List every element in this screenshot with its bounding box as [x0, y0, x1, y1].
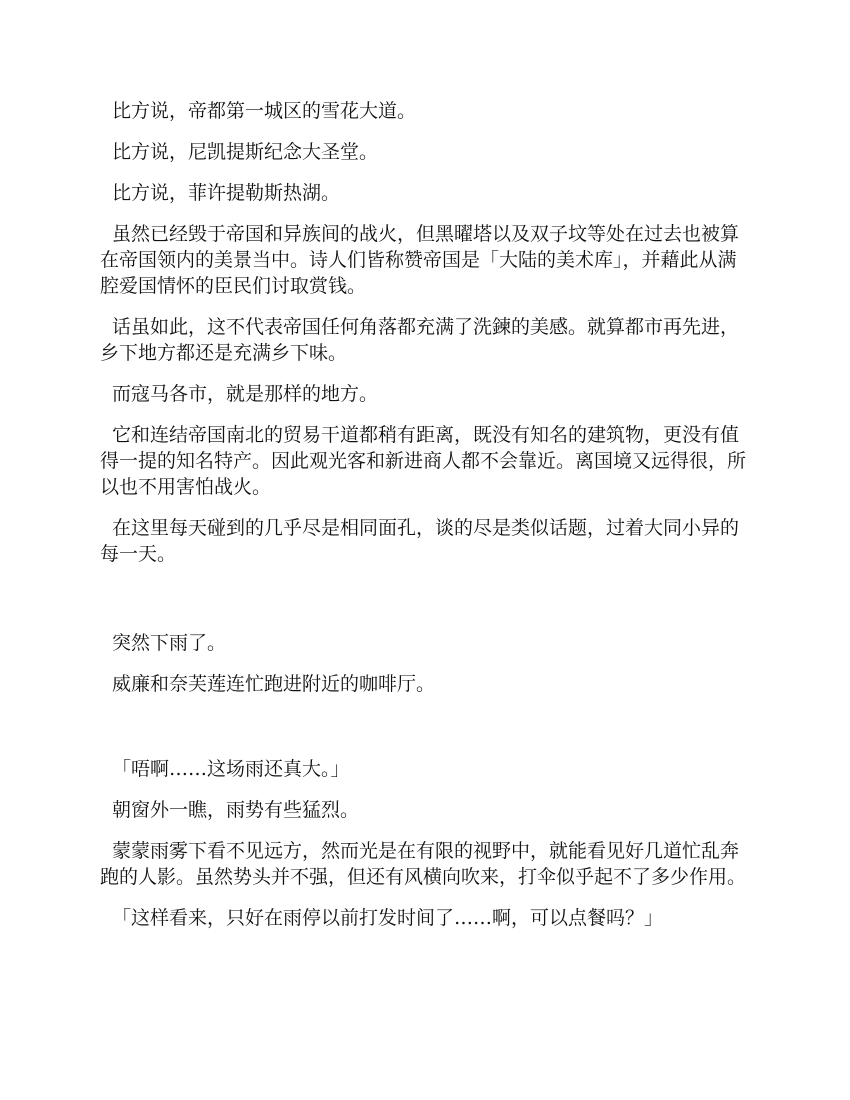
paragraph: 威廉和奈芙莲连忙跑进附近的咖啡厅。: [112, 673, 436, 695]
paragraph: 话虽如此，这不代表帝国任何角落都充满了洗鍊的美感。就算都市再先进，乡下地方都还是充满乡下味。: [100, 316, 740, 364]
paragraph: 蒙蒙雨雾下看不见远方，然而光是在有限的视野中，就能看见好几道忙乱奔跑的人影。虽然势头并不强，但还有风横向吹来，打伞似乎起不了多少作用。: [100, 840, 747, 888]
paragraph: 它和连结帝国南北的贸易干道都稍有距离，既没有知名的建筑物，更没有值得一提的知名特产。因此观光客和新进商人都不会靠近。离国境又远得很，所以也不用害怕战火。: [100, 424, 747, 498]
section-break: [100, 712, 750, 756]
paragraph: 朝窗外一瞧，雨势有些猛烈。: [112, 799, 360, 821]
section-break: [100, 582, 750, 630]
paragraph: 虽然已经毁于帝国和异族间的战火，但黑曜塔以及双子坟等处在过去也被算在帝国领内的美景当中。诗人们皆称赞帝国是「大陆的美术库」，并藉此从满腔爱国情怀的臣民们讨取赏钱。: [100, 223, 740, 297]
paragraph: 突然下雨了。: [112, 632, 227, 654]
paragraph: 在这里每天碰到的几乎尽是相同面孔，谈的尽是类似话题，过着大同小异的每一天。: [100, 517, 740, 565]
paragraph: 「唔啊……这场雨还真大。」: [112, 758, 350, 780]
paragraph: 而寇马各市，就是那样的地方。: [112, 383, 379, 405]
document-page: [100, 98, 750, 946]
paragraph: 比方说，尼凯提斯纪念大圣堂。: [112, 141, 379, 163]
paragraph: 「这样看来，只好在雨停以前打发时间了……啊，可以点餐吗？」: [112, 907, 664, 929]
paragraph: 比方说，帝都第一城区的雪花大道。: [112, 100, 417, 122]
paragraph: 比方说，菲许提勒斯热湖。: [112, 182, 341, 204]
